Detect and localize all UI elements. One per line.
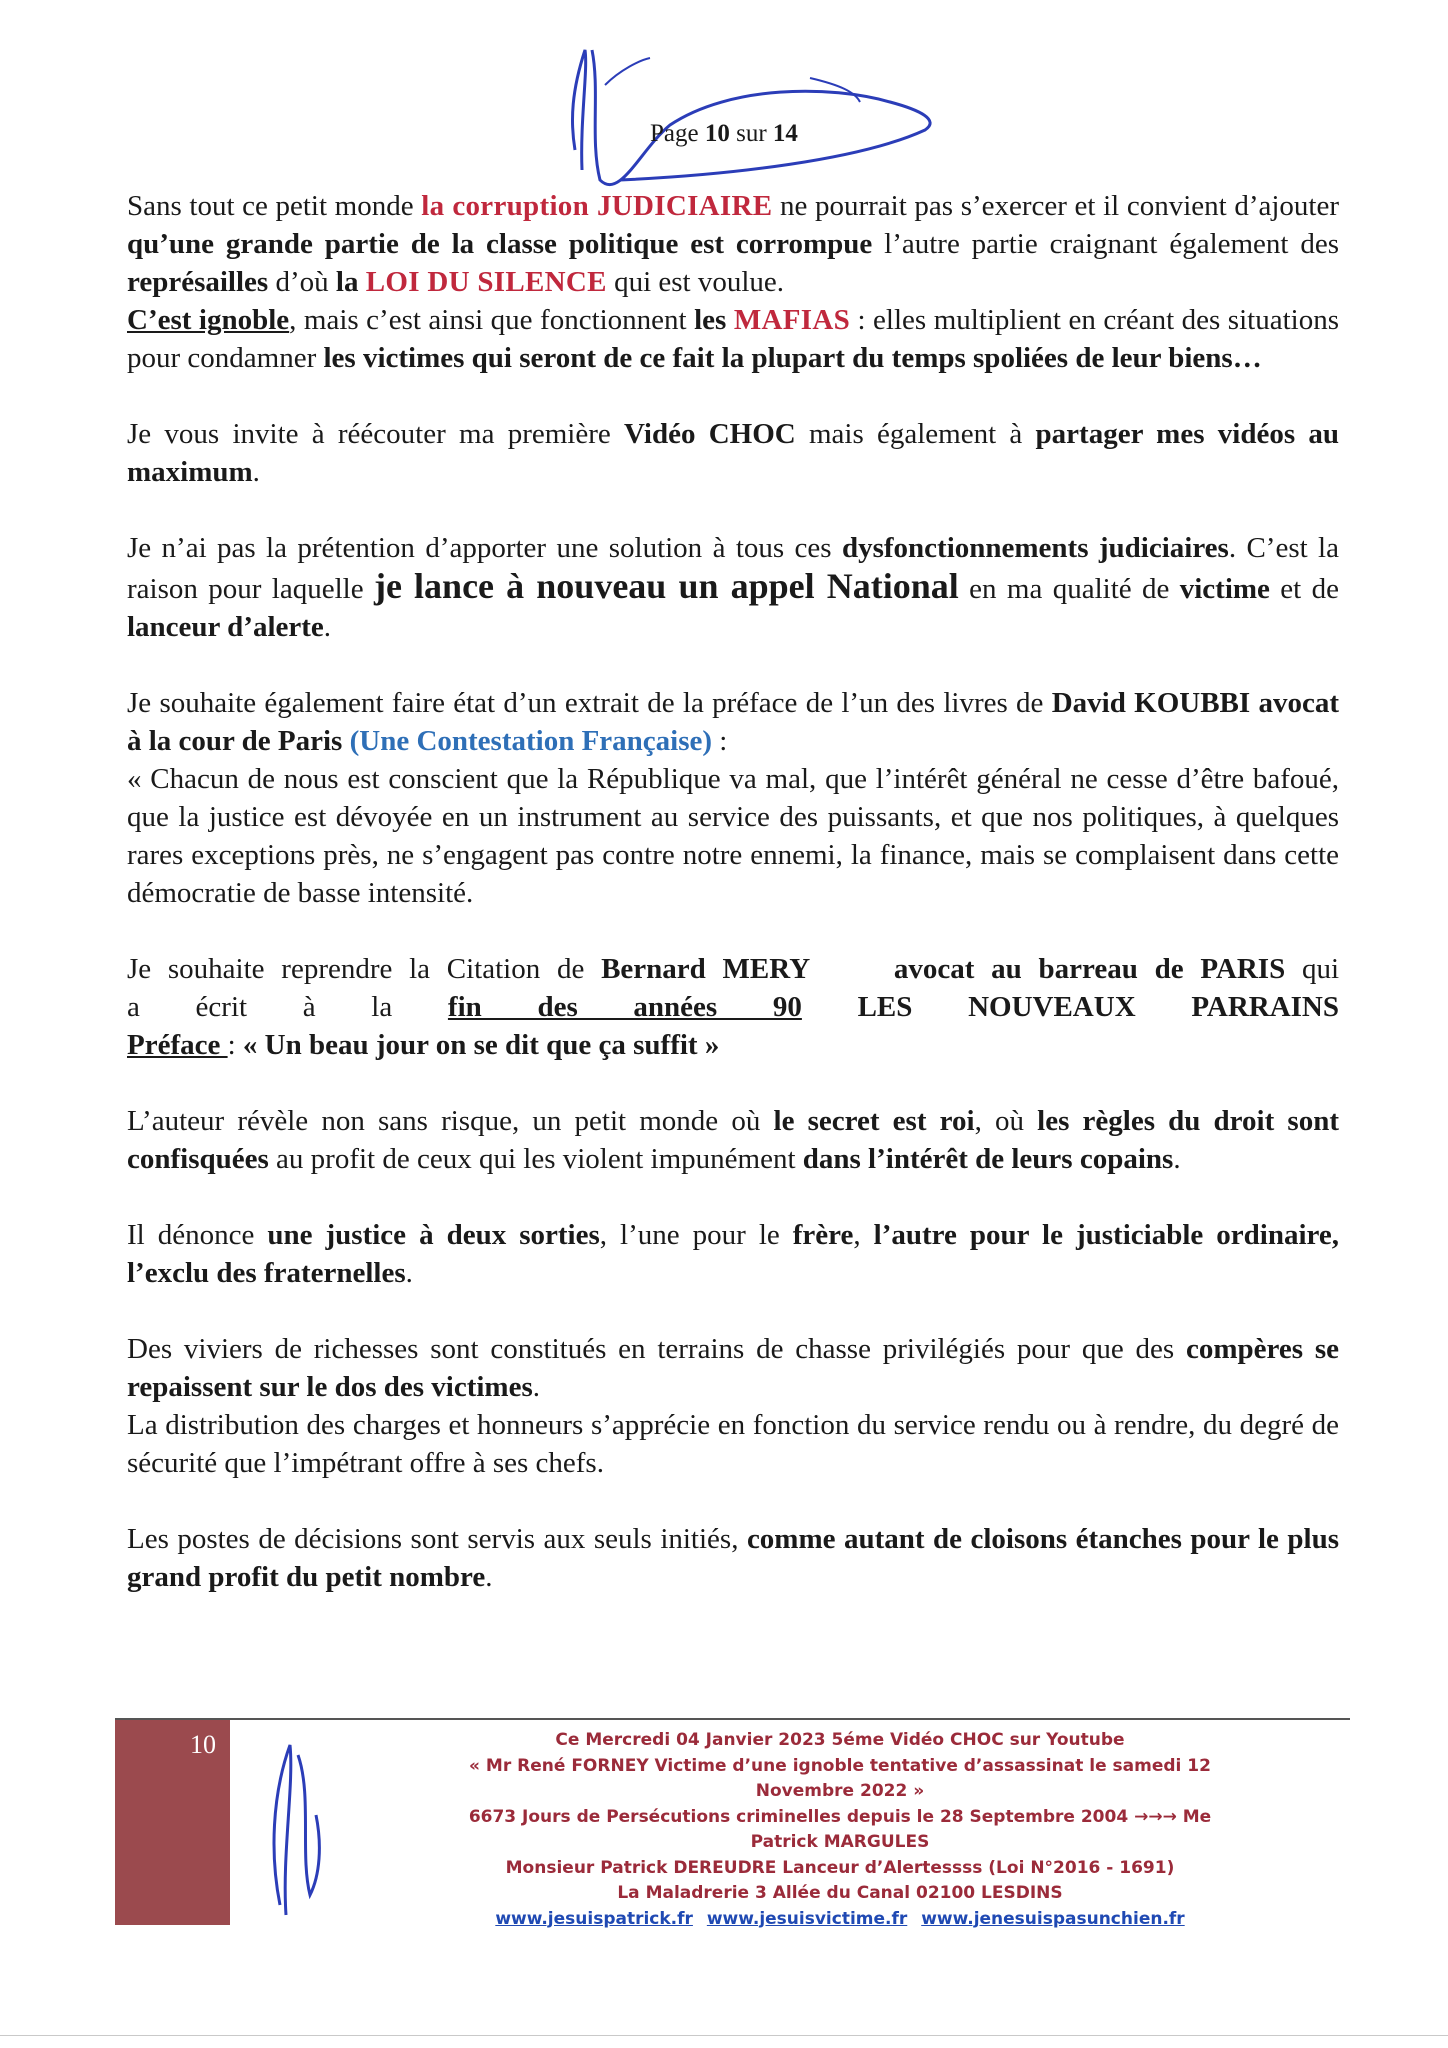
footer-line-author: Monsieur Patrick DEREUDRE Lanceur d’Alertessss (Loi N°2016 - 1691): [505, 1857, 1175, 1878]
handwritten-signature-top: [530, 30, 960, 200]
paragraph-video-invite: Je vous invite à réécouter ma première Vidéo CHOC mais également à partager mes vidéos au maximum.: [127, 418, 1339, 488]
paragraph-preface-quote: « Chacun de nous est conscient que la République va mal, que l’intérêt général ne cesse d’être bafoué, que la justice est dévoyée en un instrument au service des puissants, et que nos politiques, à quelques rares exceptions près, ne s’engagent pas contre notre ennemi, la finance, mais se complaisent dans cette démocratie de basse intensité.: [127, 763, 1339, 909]
paragraph-viviers: Des viviers de richesses sont constitués en terrains de chasse privilégiés pour que des compères se repaissent sur le dos des victimes.: [127, 1333, 1339, 1403]
handwritten-signature-bottom: [250, 1725, 340, 1925]
link-jesuisvictime[interactable]: www.jesuisvictime.fr: [706, 1908, 908, 1929]
page-indicator: Page 10 sur 14: [650, 120, 798, 147]
document-body: [127, 187, 1339, 1634]
footer-divider: [115, 1718, 1350, 1720]
footer-line-persecutions: 6673 Jours de Persécutions criminelles depuis le 28 Septembre 2004 →→→ Me Patrick MARGULES: [468, 1806, 1212, 1852]
footer-info-block: [440, 1728, 1240, 1932]
paragraph-distribution: La distribution des charges et honneurs s’apprécie en fonction du service rendu ou à rendre, du degré de sécurité que l’impétrant offre à ses chefs.: [127, 1409, 1339, 1479]
footer-line-date: Ce Mercredi 04 Janvier 2023 5éme Vidéo CHOC sur Youtube: [555, 1730, 1125, 1750]
scan-edge-line: [0, 2035, 1448, 2036]
paragraph-corruption: Sans tout ce petit monde la corruption JUDICIAIRE ne pourrait pas s’exercer et il convient d’ajouter qu’une grande partie de la classe politique est corrompue l’autre partie craignant également des représailles d’où la LOI DU SILENCE qui est voulue.: [127, 190, 1340, 298]
footer-page-number: 10: [190, 1730, 216, 1759]
footer-line-address: La Maladrerie 3 Allée du Canal 02100 LESDINS: [617, 1883, 1063, 1903]
paragraph-mafias: C’est ignoble, mais c’est ainsi que fonctionnent les MAFIAS : elles multiplient en créant des situations pour condamner les victimes qui seront de ce fait la plupart du temps spoliées de leur biens…: [127, 304, 1339, 374]
paragraph-two-justices: Il dénonce une justice à deux sorties, l’une pour le frère, l’autre pour le justiciable ordinaire, l’exclu des fraternelles.: [127, 1219, 1339, 1289]
footer-line-victim: « Mr René FORNEY Victime d’une ignoble tentative d’assassinat le samedi 12 Novembre 2022 »: [469, 1755, 1211, 1801]
footer-links: [440, 1907, 1240, 1933]
paragraph-national-appeal: Je n’ai pas la prétention d’apporter une solution à tous ces dysfonctionnements judiciaires. C’est la raison pour laquelle je lance à nouveau un appel National en ma qualité de victime et de lanceur d’alerte.: [127, 532, 1339, 643]
paragraph-citation-mery: Je souhaite reprendre la Citation de Bernard MERY avocat au barreau de PARIS qui a écrit à la fin des années 90 LES NOUVEAUX PARRAINS: [127, 953, 1340, 1023]
paragraph-author-reveals: L’auteur révèle non sans risque, un petit monde où le secret est roi, où les règles du droit sont confisquées au profit de ceux qui les violent impunément dans l’intérêt de leurs copains.: [127, 1105, 1339, 1175]
link-jenesuispasunchien[interactable]: www.jenesuispasunchien.fr: [921, 1908, 1185, 1929]
paragraph-postes: Les postes de décisions sont servis aux seuls initiés, comme autant de cloisons étanches pour le plus grand profit du petit nombre.: [127, 1523, 1340, 1593]
paragraph-preface-intro: Je souhaite également faire état d’un extrait de la préface de l’un des livres de David KOUBBI avocat à la cour de Paris (Une Contestation Française) :: [127, 687, 1339, 757]
link-jesuispatrick[interactable]: www.jesuispatrick.fr: [495, 1908, 693, 1929]
paragraph-citation-preface: Préface : « Un beau jour on se dit que ça suffit »: [127, 1029, 720, 1061]
